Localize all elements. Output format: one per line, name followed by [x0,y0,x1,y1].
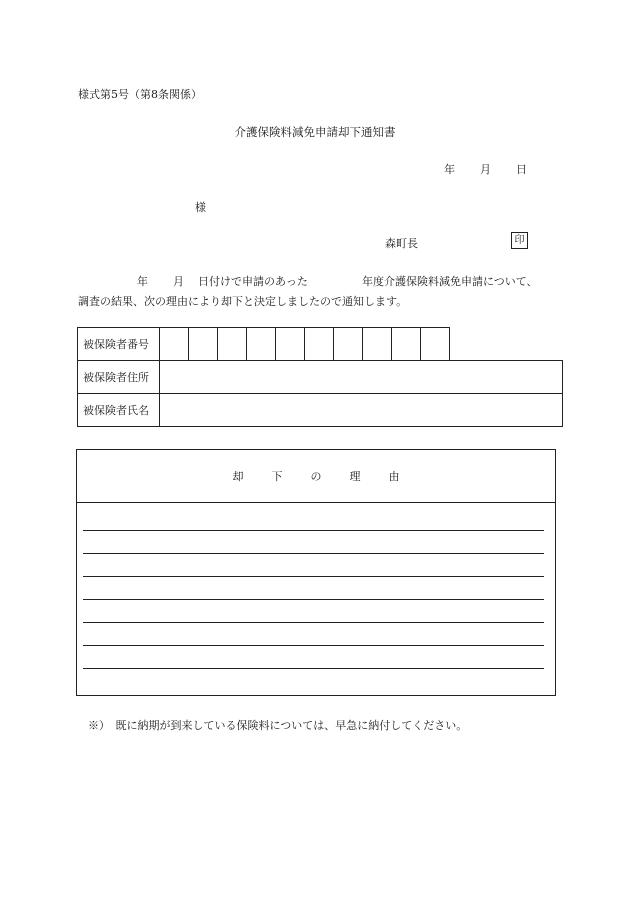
insured-name-row [78,394,563,427]
insured-number-digit-cell [276,328,305,361]
document-title: 介護保険料減免申請却下通知書 [234,125,396,139]
reason-heading-char: 却 [232,470,244,483]
rejection-reason-heading [77,450,555,503]
insured-number-digit-cell [218,328,247,361]
insured-name-label: 被保険者氏名 [78,394,160,427]
addressee-suffix: 様 [195,201,206,214]
insured-number-digit-cell [421,328,450,361]
reason-write-line [83,576,544,577]
reason-heading-char: 理 [349,470,361,483]
body-fiscal-year-text: 年度介護保険料減免申請について、 [362,275,538,288]
reason-heading-char: 下 [271,470,283,483]
insured-address-value [160,361,563,394]
insured-address-row [78,361,563,394]
reason-heading-char: 由 [388,470,400,483]
insured-number-digit-cell [189,328,218,361]
insured-number-digit-cell [334,328,363,361]
date-month-label: 月 [480,163,491,176]
insured-number-digit-cell [392,328,421,361]
insured-number-label: 被保険者番号 [78,328,160,361]
reason-write-line [83,599,544,600]
insured-number-digit-cell [247,328,276,361]
body-decision-text: 調査の結果、次の理由により却下と決定しましたので通知します。 [78,295,408,308]
seal-mark: 印 [511,232,528,249]
payment-note: ※） 既に納期が到来している保険料については、早急に納付してください。 [88,719,468,732]
date-day-label: 日 [516,163,527,176]
reason-write-line [83,553,544,554]
insured-number-digit-cell [305,328,334,361]
body-month-label: 月 [173,275,184,288]
rejection-reason-box [76,449,556,696]
reason-write-line [83,645,544,646]
reason-write-line [83,530,544,531]
body-year-label: 年 [137,275,148,288]
insured-address-label: 被保険者住所 [78,361,160,394]
form-number: 様式第5号（第8条関係） [78,88,202,101]
insured-number-digit-cell [160,328,189,361]
insured-number-row [78,328,563,361]
issuer-name: 森町長 [385,237,418,250]
insured-info-table [77,327,563,427]
reason-write-line [83,668,544,669]
reason-write-line [83,622,544,623]
reason-heading-char: の [310,470,322,483]
table-spacer [450,328,563,361]
insured-number-digit-cell [363,328,392,361]
date-year-label: 年 [444,163,455,176]
body-application-text: 日付けで申請のあった [198,275,308,288]
insured-name-value [160,394,563,427]
